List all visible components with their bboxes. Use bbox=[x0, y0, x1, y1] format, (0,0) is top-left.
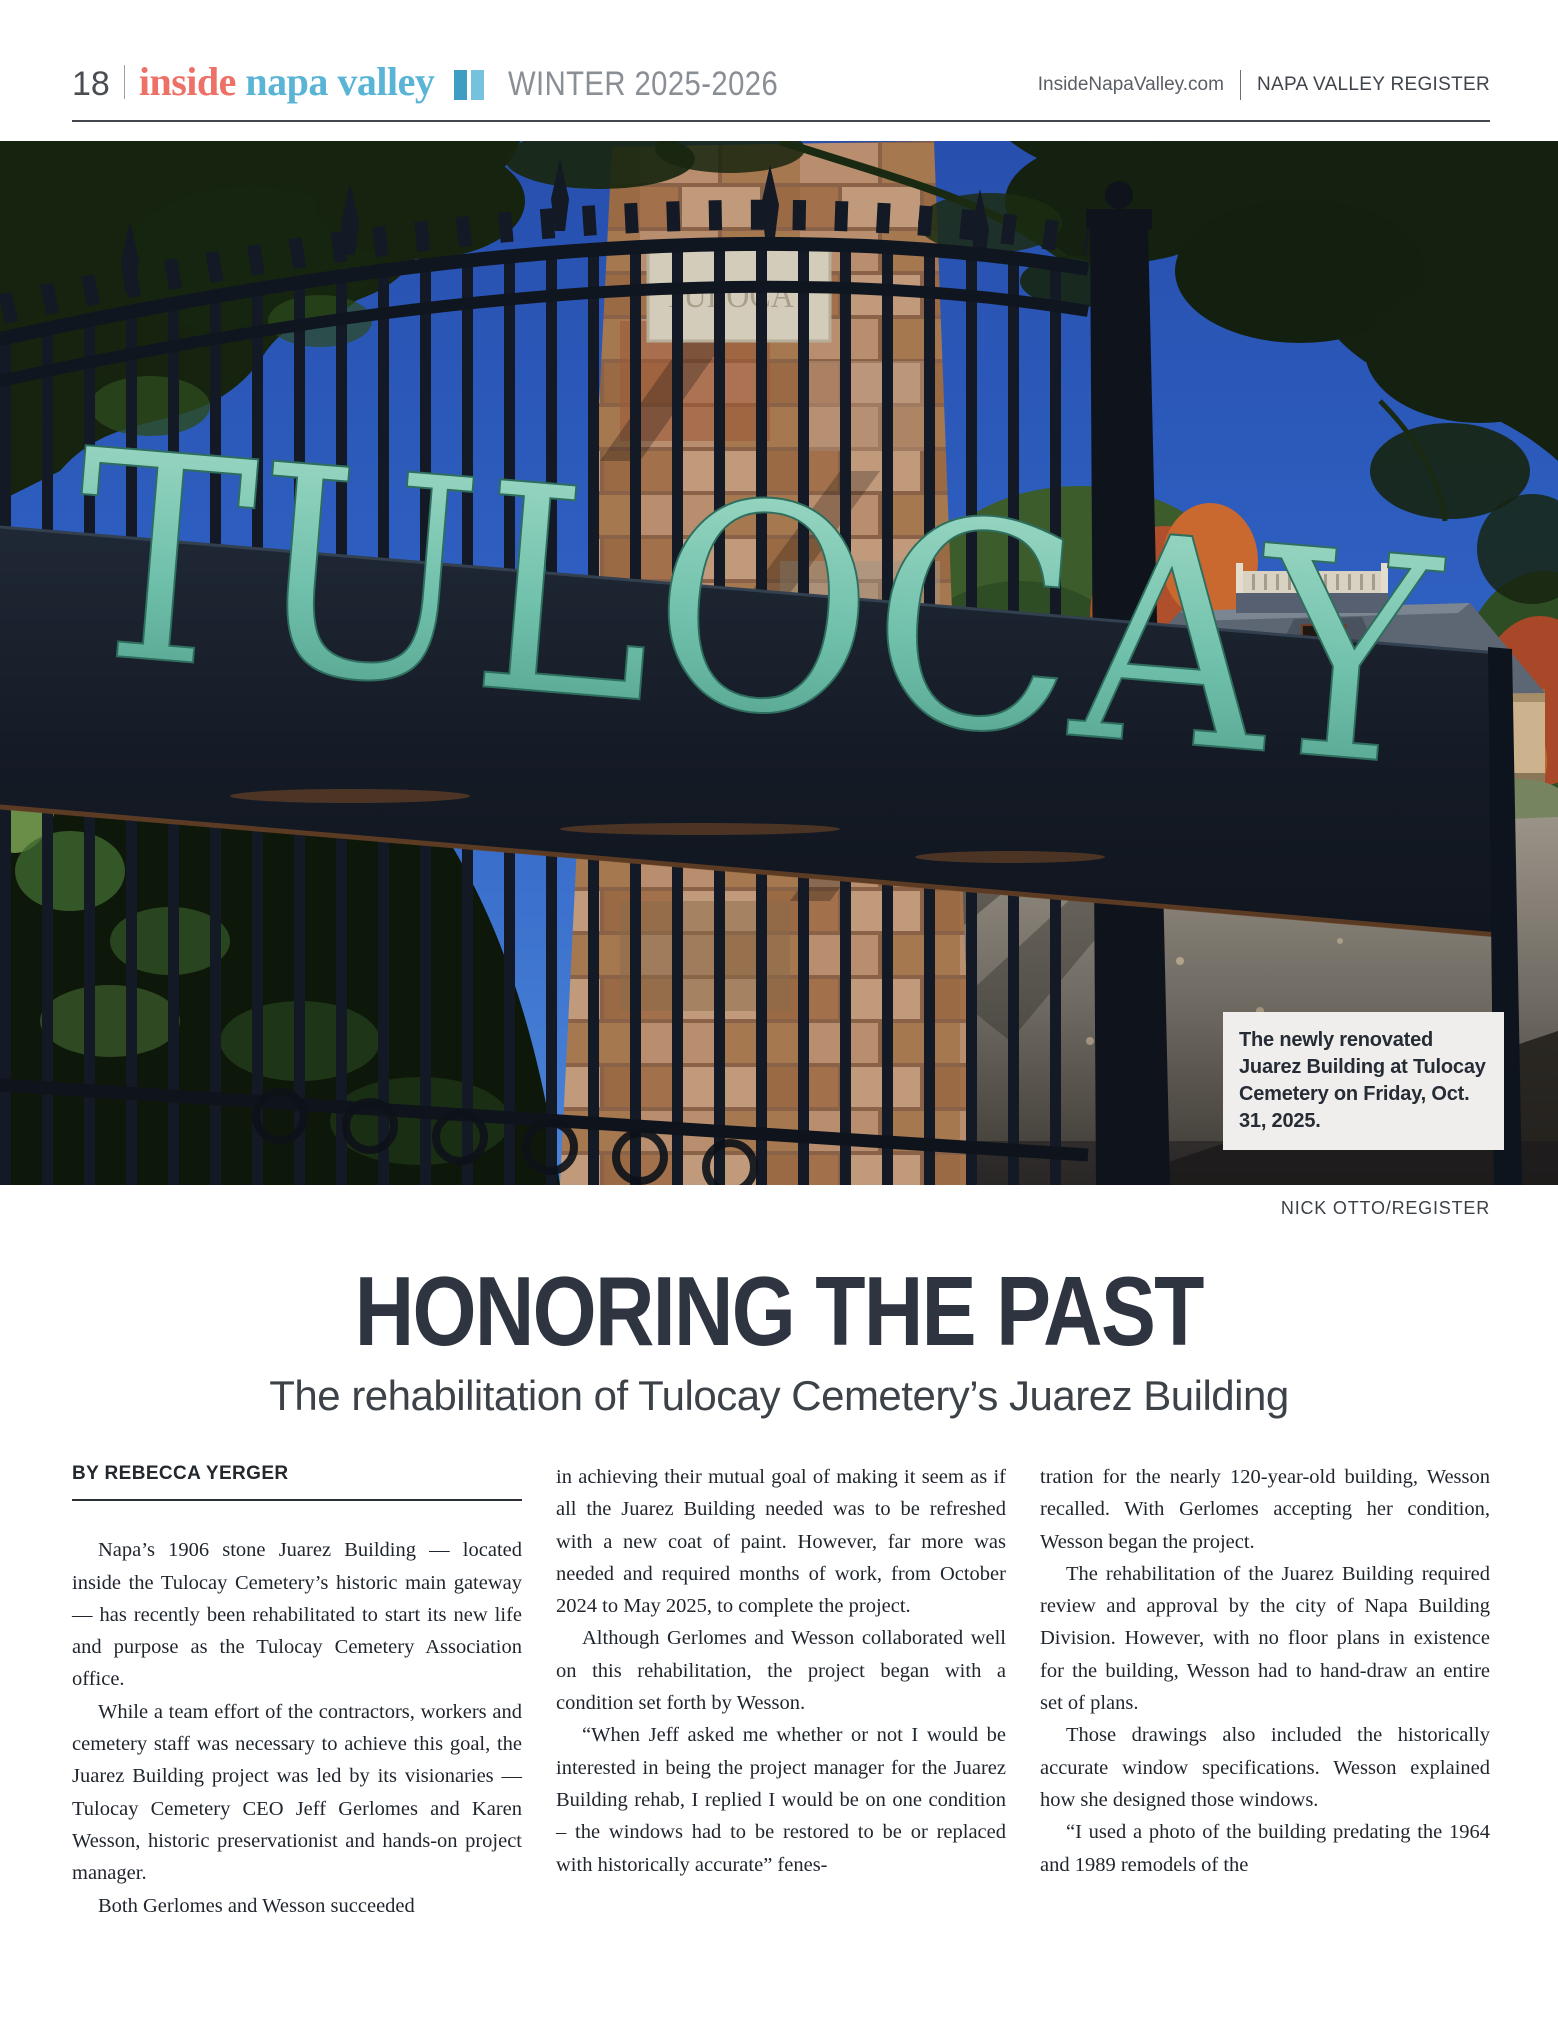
byline: BY REBECCA YERGER bbox=[72, 1463, 289, 1484]
masthead-label: NAPA VALLEY REGISTER bbox=[1256, 74, 1490, 95]
article-paragraph: in achieving their mutual goal of making it seem as if all the Juarez Building needed was to be refreshed with a new coat of paint. However, far more was needed and required months of work, from October 2024 to May 2025, to complete the project. bbox=[556, 1466, 1006, 1618]
header-rule bbox=[72, 120, 1490, 122]
publication-logo bbox=[139, 58, 435, 105]
gate-sign-text: TULOCAY bbox=[60, 388, 1537, 839]
header-right bbox=[1038, 70, 1490, 100]
page-header bbox=[72, 58, 1490, 110]
hero-photo bbox=[0, 141, 1558, 1185]
article-paragraph: The rehabilitation of the Juarez Building required review and approval by the city of Napa Building Division. However, with no floor plans in existence for the building, Wesson had to hand-draw an entire set of plans. bbox=[1040, 1562, 1490, 1715]
article-paragraph: Those drawings also included the historically accurate window specifications. Wesson explained how she designed those windows. bbox=[1040, 1724, 1490, 1811]
photo-caption: The newly renovated Juarez Building at Tulocay Cemetery on Friday, Oct. 31, 2025. bbox=[1223, 1012, 1504, 1150]
article-headline: HONORING THE PAST bbox=[354, 1256, 1204, 1366]
header-divider bbox=[124, 65, 125, 99]
page-number: 18 bbox=[72, 65, 110, 103]
article-paragraph: While a team effort of the contractors, workers and cemetery staff was necessary to achieve this goal, the Juarez Building project was led by its visionaries — Tulocay Cemetery CEO Jeff Gerlomes and Karen Wesson, historic preservationist and hands-on project manager. bbox=[72, 1700, 522, 1885]
article-paragraph: Although Gerlomes and Wesson collaborated well on this rehabilitation, the project began with a condition set forth by Wesson. bbox=[556, 1627, 1006, 1715]
article-paragraph: tration for the nearly 120-year-old building, Wesson recalled. With Gerlomes accepting her condition, Wesson began the project. bbox=[1040, 1466, 1490, 1553]
byline-rule bbox=[72, 1499, 522, 1501]
header-left bbox=[72, 58, 823, 105]
logo-word-napa-valley: napa valley bbox=[245, 59, 435, 104]
article-subheadline: The rehabilitation of Tulocay Cemetery’s Juarez Building bbox=[269, 1372, 1289, 1419]
article-paragraph: Both Gerlomes and Wesson succeeded bbox=[98, 1894, 415, 1917]
website-label: InsideNapaValley.com bbox=[1037, 74, 1224, 95]
edition-label: WINTER 2025-2026 bbox=[508, 65, 779, 103]
article-column-2 bbox=[556, 1455, 1006, 1881]
logo-word-inside: inside bbox=[138, 59, 236, 104]
article-column-1 bbox=[72, 1455, 522, 1922]
article-column-3 bbox=[1040, 1455, 1490, 1881]
article-paragraph: Napa’s 1906 stone Juarez Building — located inside the Tulocay Cemetery’s historic main gateway — has recently been rehabilitated to start its new life and purpose as the Tulocay Cemetery Association office. bbox=[72, 1539, 522, 1691]
article-paragraph: “When Jeff asked me whether or not I would be interested in being the project manager for the Juarez Building rehab, I replied I would be on one condition – the windows had to be restored to be or replaced with historically accurate” fenes- bbox=[556, 1724, 1006, 1876]
article-paragraph: “I used a photo of the building predating the 1964 and 1989 remodels of the bbox=[1040, 1821, 1490, 1876]
header-divider-2 bbox=[1240, 70, 1241, 100]
photo-credit: NICK OTTO/REGISTER bbox=[1280, 1198, 1490, 1218]
logo-bars-icon bbox=[454, 70, 484, 100]
